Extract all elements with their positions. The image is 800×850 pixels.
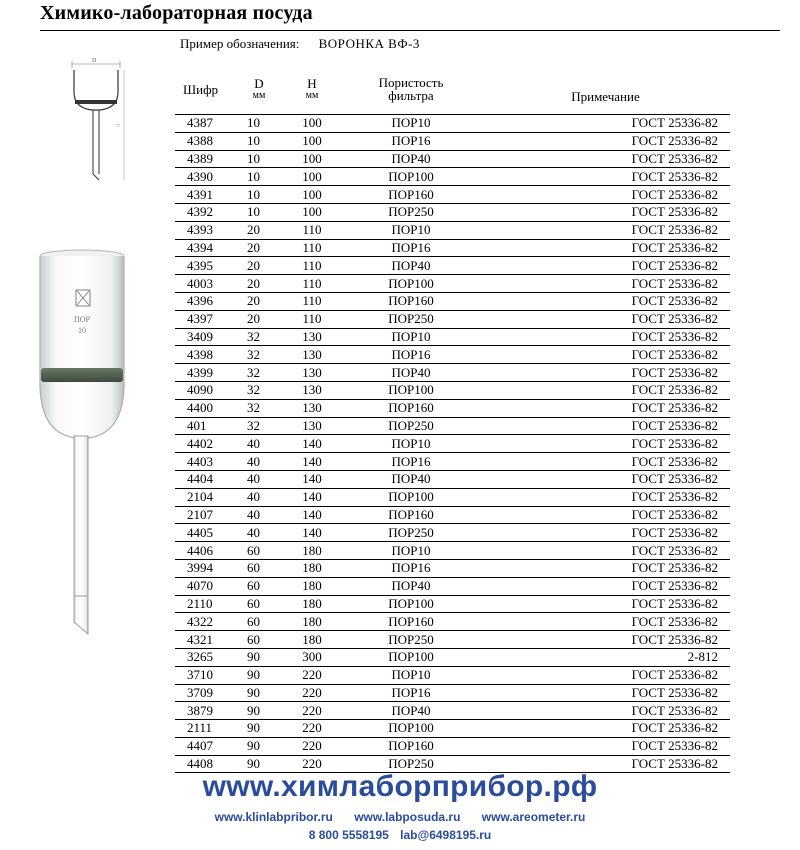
cell-height: 130 [283, 417, 341, 435]
header-porosity: Пористость фильтра [341, 64, 481, 115]
cell-code: 4398 [175, 346, 235, 364]
cell-porosity: ПОР160 [341, 737, 481, 755]
table-row [175, 506, 730, 524]
cell-diameter: 60 [235, 613, 283, 631]
cell-height: 110 [283, 221, 341, 239]
cell-porosity: ПОР40 [341, 702, 481, 720]
cell-porosity: ПОР100 [341, 595, 481, 613]
table-row [175, 221, 730, 239]
cell-height: 220 [283, 755, 341, 773]
cell-note: ГОСТ 25336-82 [481, 542, 730, 560]
cell-code: 4399 [175, 364, 235, 382]
table-row [175, 702, 730, 720]
cell-diameter: 32 [235, 328, 283, 346]
cell-note: ГОСТ 25336-82 [481, 150, 730, 168]
cell-code: 4400 [175, 399, 235, 417]
cell-code: 4403 [175, 453, 235, 471]
funnel-diagram [62, 56, 132, 186]
website-link-labposuda[interactable]: www.labposuda.ru [354, 810, 461, 824]
cell-porosity: ПОР40 [341, 470, 481, 488]
cell-code: 3409 [175, 328, 235, 346]
glass-mark-number: 10 [78, 326, 86, 335]
website-link-klinlabpribor[interactable]: www.klinlabpribor.ru [214, 810, 333, 824]
table-row [175, 203, 730, 221]
cell-note: ГОСТ 25336-82 [481, 737, 730, 755]
table-row [175, 399, 730, 417]
cell-diameter: 60 [235, 542, 283, 560]
cell-height: 140 [283, 506, 341, 524]
cell-height: 130 [283, 399, 341, 417]
cell-note: ГОСТ 25336-82 [481, 346, 730, 364]
cell-height: 180 [283, 559, 341, 577]
cell-note: 2-812 [481, 648, 730, 666]
cell-porosity: ПОР100 [341, 275, 481, 293]
example-label: Пример обозначения: [180, 36, 300, 51]
cell-diameter: 60 [235, 559, 283, 577]
website-links [0, 810, 800, 824]
cell-diameter: 32 [235, 346, 283, 364]
cell-code: 4394 [175, 239, 235, 257]
cell-code: 2111 [175, 720, 235, 738]
cell-height: 130 [283, 328, 341, 346]
cell-porosity: ПОР160 [341, 613, 481, 631]
table-row [175, 631, 730, 649]
cell-porosity: ПОР160 [341, 399, 481, 417]
title-divider [40, 30, 780, 31]
cell-diameter: 10 [235, 203, 283, 221]
cell-height: 110 [283, 239, 341, 257]
cell-note: ГОСТ 25336-82 [481, 381, 730, 399]
cell-note: ГОСТ 25336-82 [481, 239, 730, 257]
cell-porosity: ПОР160 [341, 506, 481, 524]
cell-diameter: 20 [235, 257, 283, 275]
cell-note: ГОСТ 25336-82 [481, 720, 730, 738]
cell-height: 140 [283, 435, 341, 453]
cell-porosity: ПОР10 [341, 542, 481, 560]
cell-porosity: ПОР16 [341, 132, 481, 150]
table-row [175, 239, 730, 257]
table-row [175, 150, 730, 168]
cell-code: 2107 [175, 506, 235, 524]
cell-height: 100 [283, 203, 341, 221]
cell-diameter: 40 [235, 524, 283, 542]
cell-porosity: ПОР250 [341, 631, 481, 649]
cell-porosity: ПОР250 [341, 203, 481, 221]
table-row [175, 364, 730, 382]
cell-code: 4402 [175, 435, 235, 453]
cell-note: ГОСТ 25336-82 [481, 453, 730, 471]
cell-code: 4389 [175, 150, 235, 168]
cell-porosity: ПОР250 [341, 310, 481, 328]
cell-diameter: 32 [235, 399, 283, 417]
phone-number[interactable]: 8 800 5558195 [308, 828, 389, 842]
table-row [175, 275, 730, 293]
cell-diameter: 32 [235, 381, 283, 399]
cell-height: 130 [283, 364, 341, 382]
table-row [175, 417, 730, 435]
cell-diameter: 90 [235, 702, 283, 720]
table-row [175, 132, 730, 150]
cell-code: 4003 [175, 275, 235, 293]
cell-height: 220 [283, 737, 341, 755]
table-row [175, 684, 730, 702]
table-row [175, 346, 730, 364]
cell-note: ГОСТ 25336-82 [481, 132, 730, 150]
cell-diameter: 32 [235, 364, 283, 382]
cell-height: 180 [283, 577, 341, 595]
cell-code: 4393 [175, 221, 235, 239]
cell-porosity: ПОР16 [341, 559, 481, 577]
cell-note: ГОСТ 25336-82 [481, 115, 730, 133]
cell-diameter: 90 [235, 648, 283, 666]
cell-code: 4397 [175, 310, 235, 328]
cell-note: ГОСТ 25336-82 [481, 417, 730, 435]
cell-porosity: ПОР100 [341, 720, 481, 738]
cell-height: 220 [283, 666, 341, 684]
cell-porosity: ПОР10 [341, 115, 481, 133]
cell-note: ГОСТ 25336-82 [481, 257, 730, 275]
table-row [175, 524, 730, 542]
cell-porosity: ПОР40 [341, 364, 481, 382]
cell-height: 100 [283, 186, 341, 204]
dim-h-label: = [116, 122, 120, 130]
table-row [175, 488, 730, 506]
cell-height: 220 [283, 702, 341, 720]
header-note: Примечание [481, 64, 730, 115]
example-value: ВОРОНКА ВФ-3 [318, 36, 420, 51]
cell-note: ГОСТ 25336-82 [481, 577, 730, 595]
cell-porosity: ПОР100 [341, 488, 481, 506]
table-row [175, 381, 730, 399]
cell-note: ГОСТ 25336-82 [481, 684, 730, 702]
cell-note: ГОСТ 25336-82 [481, 435, 730, 453]
cell-porosity: ПОР10 [341, 328, 481, 346]
cell-diameter: 20 [235, 239, 283, 257]
cell-diameter: 60 [235, 631, 283, 649]
cell-height: 180 [283, 613, 341, 631]
cell-code: 2110 [175, 595, 235, 613]
cell-height: 100 [283, 150, 341, 168]
table-row [175, 577, 730, 595]
email-address[interactable]: lab@6498195.ru [400, 828, 492, 842]
cell-code: 4321 [175, 631, 235, 649]
cell-porosity: ПОР40 [341, 150, 481, 168]
cell-porosity: ПОР16 [341, 239, 481, 257]
cell-diameter: 20 [235, 275, 283, 293]
cell-note: ГОСТ 25336-82 [481, 470, 730, 488]
cell-porosity: ПОР16 [341, 346, 481, 364]
cell-height: 220 [283, 684, 341, 702]
cell-height: 130 [283, 346, 341, 364]
cell-porosity: ПОР10 [341, 435, 481, 453]
cell-note: ГОСТ 25336-82 [481, 168, 730, 186]
cell-code: 4408 [175, 755, 235, 773]
cell-code: 2104 [175, 488, 235, 506]
table-body [175, 115, 730, 773]
cell-diameter: 90 [235, 666, 283, 684]
cell-note: ГОСТ 25336-82 [481, 275, 730, 293]
cell-code: 4070 [175, 577, 235, 595]
cell-porosity: ПОР40 [341, 257, 481, 275]
cell-diameter: 10 [235, 186, 283, 204]
cell-code: 4404 [175, 470, 235, 488]
cell-diameter: 90 [235, 684, 283, 702]
cell-note: ГОСТ 25336-82 [481, 595, 730, 613]
cell-height: 100 [283, 115, 341, 133]
cell-diameter: 20 [235, 292, 283, 310]
cell-note: ГОСТ 25336-82 [481, 524, 730, 542]
cell-height: 180 [283, 542, 341, 560]
cell-code: 4392 [175, 203, 235, 221]
cell-porosity: ПОР250 [341, 417, 481, 435]
cell-porosity: ПОР10 [341, 221, 481, 239]
cell-diameter: 10 [235, 150, 283, 168]
table-row [175, 559, 730, 577]
table-row [175, 292, 730, 310]
cell-note: ГОСТ 25336-82 [481, 613, 730, 631]
cell-porosity: ПОР16 [341, 453, 481, 471]
cell-note: ГОСТ 25336-82 [481, 328, 730, 346]
cell-code: 4390 [175, 168, 235, 186]
main-website[interactable]: www.химлаборприбор.рф [202, 770, 598, 803]
table-row [175, 648, 730, 666]
table-row [175, 470, 730, 488]
cell-diameter: 60 [235, 595, 283, 613]
cell-code: 3994 [175, 559, 235, 577]
table-row [175, 328, 730, 346]
cell-height: 300 [283, 648, 341, 666]
cell-height: 140 [283, 470, 341, 488]
cell-code: 3710 [175, 666, 235, 684]
cell-code: 3879 [175, 702, 235, 720]
table-row [175, 257, 730, 275]
cell-height: 180 [283, 631, 341, 649]
table-row [175, 168, 730, 186]
cell-code: 4395 [175, 257, 235, 275]
cell-code: 3709 [175, 684, 235, 702]
cell-porosity: ПОР250 [341, 524, 481, 542]
cell-diameter: 32 [235, 417, 283, 435]
cell-height: 130 [283, 381, 341, 399]
cell-diameter: 20 [235, 221, 283, 239]
cell-note: ГОСТ 25336-82 [481, 203, 730, 221]
cell-porosity: ПОР100 [341, 381, 481, 399]
cell-code: 4388 [175, 132, 235, 150]
cell-diameter: 90 [235, 720, 283, 738]
page-title: Химико-лабораторная посуда [40, 2, 313, 24]
specification-table [175, 64, 730, 773]
cell-porosity: ПОР160 [341, 186, 481, 204]
cell-porosity: ПОР16 [341, 684, 481, 702]
designation-example [180, 36, 420, 52]
table-row [175, 666, 730, 684]
table-row [175, 595, 730, 613]
cell-diameter: 60 [235, 577, 283, 595]
cell-note: ГОСТ 25336-82 [481, 310, 730, 328]
cell-code: 4406 [175, 542, 235, 560]
cell-height: 100 [283, 168, 341, 186]
cell-code: 4391 [175, 186, 235, 204]
cell-height: 110 [283, 310, 341, 328]
cell-diameter: 90 [235, 755, 283, 773]
cell-diameter: 40 [235, 488, 283, 506]
table-row [175, 310, 730, 328]
cell-note: ГОСТ 25336-82 [481, 186, 730, 204]
cell-note: ГОСТ 25336-82 [481, 221, 730, 239]
cell-code: 4405 [175, 524, 235, 542]
cell-note: ГОСТ 25336-82 [481, 488, 730, 506]
cell-code: 4396 [175, 292, 235, 310]
cell-porosity: ПОР160 [341, 292, 481, 310]
cell-note: ГОСТ 25336-82 [481, 631, 730, 649]
cell-note: ГОСТ 25336-82 [481, 559, 730, 577]
cell-height: 100 [283, 132, 341, 150]
header-code: Шифр [175, 64, 235, 115]
cell-code: 401 [175, 417, 235, 435]
cell-note: ГОСТ 25336-82 [481, 399, 730, 417]
table-row [175, 737, 730, 755]
cell-height: 110 [283, 257, 341, 275]
cell-code: 4407 [175, 737, 235, 755]
website-link-areometer[interactable]: www.areometer.ru [481, 810, 586, 824]
cell-diameter: 10 [235, 132, 283, 150]
cell-diameter: 90 [235, 737, 283, 755]
contacts [0, 828, 800, 842]
filter-frit [41, 368, 123, 382]
funnel-photo [30, 238, 134, 638]
table-row [175, 613, 730, 631]
cell-note: ГОСТ 25336-82 [481, 506, 730, 524]
glass-mark-por: ПОР [74, 315, 91, 324]
table-row [175, 453, 730, 471]
cell-code: 4090 [175, 381, 235, 399]
cell-height: 140 [283, 524, 341, 542]
table-row [175, 435, 730, 453]
cell-note: ГОСТ 25336-82 [481, 702, 730, 720]
dim-d-label: D [92, 58, 97, 64]
cell-note: ГОСТ 25336-82 [481, 755, 730, 773]
cell-code: 4322 [175, 613, 235, 631]
cell-note: ГОСТ 25336-82 [481, 666, 730, 684]
table-header-row [175, 64, 730, 115]
cell-porosity: ПОР100 [341, 648, 481, 666]
table-row [175, 115, 730, 133]
cell-diameter: 40 [235, 453, 283, 471]
table-row [175, 720, 730, 738]
table-row [175, 542, 730, 560]
cell-note: ГОСТ 25336-82 [481, 364, 730, 382]
cell-height: 140 [283, 488, 341, 506]
cell-diameter: 40 [235, 435, 283, 453]
cell-diameter: 40 [235, 470, 283, 488]
cell-diameter: 20 [235, 310, 283, 328]
cell-height: 180 [283, 595, 341, 613]
table-row [175, 186, 730, 204]
cell-diameter: 40 [235, 506, 283, 524]
cell-height: 110 [283, 275, 341, 293]
cell-note: ГОСТ 25336-82 [481, 292, 730, 310]
cell-diameter: 10 [235, 115, 283, 133]
cell-height: 220 [283, 720, 341, 738]
cell-porosity: ПОР100 [341, 168, 481, 186]
cell-porosity: ПОР250 [341, 755, 481, 773]
cell-height: 110 [283, 292, 341, 310]
cell-porosity: ПОР10 [341, 666, 481, 684]
cell-height: 140 [283, 453, 341, 471]
cell-code: 3265 [175, 648, 235, 666]
header-h: H мм [283, 64, 341, 115]
cell-diameter: 10 [235, 168, 283, 186]
header-d: D мм [235, 64, 283, 115]
cell-porosity: ПОР40 [341, 577, 481, 595]
cell-code: 4387 [175, 115, 235, 133]
